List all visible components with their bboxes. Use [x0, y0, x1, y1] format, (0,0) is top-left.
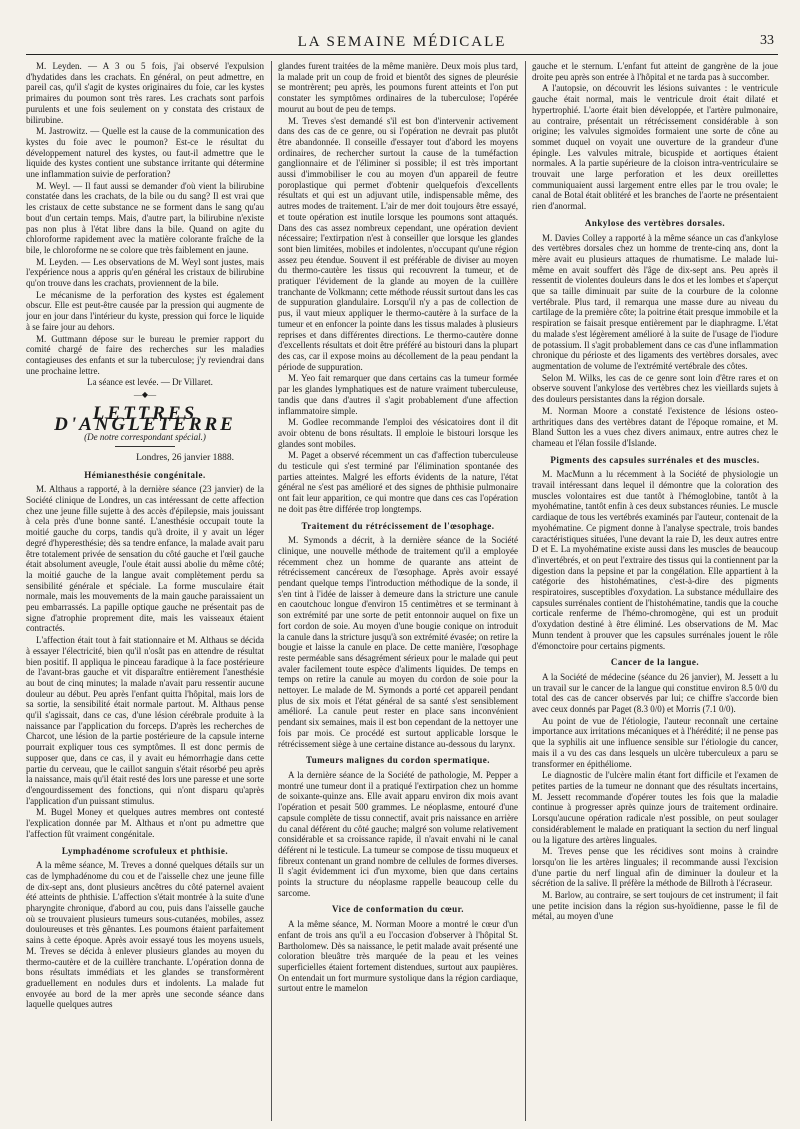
column-divider — [271, 61, 272, 1121]
page-number: 33 — [760, 33, 774, 48]
journal-title: LA SEMAINE MÉDICALE — [297, 34, 507, 50]
section-heading: Tumeurs malignes du cordon spermatique. — [306, 755, 490, 766]
section-subtitle: (De notre correspondant spécial.) — [84, 432, 206, 443]
section-heading: Vice de conformation du cœur. — [331, 904, 465, 915]
page-header — [26, 32, 778, 55]
paragraph: A la Société de médecine (séance du 26 janvier), M. Jessett a lu un travail sur le cancer de la langue qui constitue environ 8.5 0/0 du total des cas de cancer observés par lui; ce chiffre s'accorde bien avec ceux donnés par Paget (8.3 0/0) et Morris (7.1 0/0). — [532, 671, 778, 715]
text-columns — [26, 61, 778, 1121]
section-heading: Pigments des capsules surrénales et des muscles. — [550, 454, 760, 465]
paragraph: M. Paget a observé récemment un cas d'affection tuberculeuse du testicule qui s'est terminé par l'élimination spontanée des parties atteintes. Malgré les efforts évidents de la nature, l'état général ne s'est pas amélioré et des signes de phthisie pulmonaire ont fait leur apparition, ce qui montre que dans ces cas l'opération ne doit pas être différée trop longtemps. — [278, 450, 518, 514]
dateline: Londres, 26 janvier 1888. — [136, 452, 234, 463]
section-heading: Cancer de la langue. — [610, 657, 700, 668]
paragraph: Selon M. Wilks, les cas de ce genre sont loin d'être rares et on observe souvent l'ankylose des vertèbres chez les vieillards sujets à des douleurs persistantes dans la région dorsale. — [532, 372, 778, 405]
paragraph: M. MacMunn a lu récemment à la Société de physiologie un travail intéressant dans lequel il démontre que la coloration des muscles volontaires est due tantôt à l'hémoglobine, tantôt à la myohématine, tantôt enfin à ces deux substances réunies. Le muscle cardiaque de tous les vertébrés examinés par l'auteur, contenait de la myohématine. Ce pigment donne à l'analyse spectrale, trois bandes caractéristiques situées, l'une devant la raie D, les deux autres entre D et E. La myohématine existe aussi dans les muscles de beaucoup d'invertébrés, et on peut l'extraire des tissus qui la contiennent par la digestion dans la pepsine et par la congélation. Elle appartient à la catégorie des histohématines, c'est-à-dire des pigments respiratoires, susceptibles d'oxydation. La substance médullaire des capsules surrénales contient de l'histohématine, tandis que la couche corticale renferme de l'hémo-chromogène, qui est un produit d'oxydation destiné à être éliminé. Les observations de M. Mac Munn tendent à prouver que les capsules surrénales jouent le rôle d'émonctoire pour certains pigments. — [532, 469, 778, 651]
paragraph: Au point de vue de l'étiologie, l'auteur reconnaît une certaine importance aux irritations mécaniques et à l'hérédité; il ne pense pas que la syphilis ait une influence sensible sur l'étiologie du cancer, mais il a vu des cas dans lesquels un ulcère tuberculeux a paru se transformer en épithéliome. — [532, 715, 778, 769]
paragraph: M. Davies Colley a rapporté à la même séance un cas d'ankylose des vertèbres dorsales chez un homme de trente-cinq ans, dont la mère avait eu plusieurs attaques de rhumatisme. Le malade lui-même en avait souffert dès l'âge de dix-sept ans. Peu après il ressentit de violentes douleurs dans le dos et les lombes et s'aperçut que sa taille diminuait par suite de la courbure de la colonne vertébrale. Plus tard, il remarqua une masse dure au niveau du cartilage de la première côte; la poitrine était presque immobile et la respiration se faisait presque entièrement par le diaphragme. L'état du malade s'est légèrement amélioré à la suite de l'usage de l'iodure de potassium. Il s'agit probablement dans ce cas d'une inflammation chronique du périoste et des ligaments des vertèbres dorsales, avec augmentation de volume de l'extrémité vertébrale des côtes. — [532, 232, 778, 371]
paragraph: A la même séance, M. Norman Moore a montré le cœur d'un enfant de trois ans qu'il a eu l'occasion d'observer à l'hôpital St. Bartholomew. Dès sa naissance, le petit malade avait présenté une coloration bleuâtre très marquée de la peau et les veines superficielles étaient fortement distendues, surtout aux paupières. On entendait un fort murmure systolique dans la région cardiaque, surtout entre le mamelon — [278, 919, 518, 994]
paragraph: A l'autopsie, on découvrit les lésions suivantes : le ventricule gauche était normal, mais le ventricule droit était dilaté et hypertrophié. L'aorte était bien développée, et l'artère pulmonaire, au contraire, présentait un rétrécissement considérable à son origine; les valvules sigmoïdes formaient une sorte de cône au sommet duquel on voyait une ouverture de la grandeur d'une épingle. Les valvules mitrale, bicuspide et aortiques étaient normales. A la partie supérieure de la cloison intra-ventriculaire se trouvait une large perforation et les deux oreillettes communiquaient aussi largement entre elles par le trou ovale; le canal de Botal était oblitéré et les branches de l'aorte ne présentaient rien d'anormal. — [532, 83, 778, 212]
paragraph: Le diagnostic de l'ulcère malin étant fort difficile et l'examen de petites parties de la tumeur ne donnant que des résultats incertains, M. Jessett recommande d'opérer toutes les fois que la maladie continue à progresser après quinze jours de traitement ordinaire. Lorsqu'aucune opération radicale n'est possible, on peut soulager considérablement le malade en pratiquant la section du nerf lingual ou la ligature des artères linguales. — [532, 770, 778, 845]
paragraph: M. Barlow, au contraire, se sert toujours de cet instrument; il fait une petite incision dans la région sus-hyoïdienne, passe le fil de métal, au moyen d'une — [532, 890, 778, 922]
section-big-title: LETTRES D'ANGLETERRE — [54, 402, 236, 435]
paragraph: M. Jastrowitz. — Quelle est la cause de la communication des kystes du foie avec le poumon? Est-ce le résultat du développement naturel des kystes, ou faut-il admettre que le liquide des kystes contient une substance irritante qui détermine une inflammation suivie de perforation? — [26, 126, 264, 180]
paragraph: M. Symonds a décrit, à la dernière séance de la Société clinique, une nouvelle méthode de traitement qu'il a employée récemment chez un homme de quarante ans atteint de rétrécissement cancéreux de l'œsophage. Après avoir essayé pendant quelque temps l'introduction méthodique de la sonde, il s'en tint à l'idée de laisser à demeure dans la stricture une canule en caoutchouc longue d'environ 15 centimètres et se terminant à son extrémité par une sorte de petit entonnoir auquel on fixe un fort cordon de soie. Au moyen d'une bougie conique on introduit la canule dans la stricture jusqu'à son extrémité évasée; on retire la bougie et laisse la canule en place. De cette manière, l'œsophage reste perméable sans désagrément sérieux pour le malade qui peut avaler facilement toute espèce d'aliments liquides. De temps en temps on retire la canule au moyen du cordon de soie pour la nettoyer. Le malade de M. Symonds a porté cet appareil pendant plus de six mois et l'état général de sa santé s'est sensiblement amélioré. La canule peut rester en place sans inconvénient pendant six semaines, mais il est bon cependant de la nettoyer une fois par mois. Ce procédé est surtout applicable lorsque le rétrécissement siège à une certaine distance au-dessous du larynx. — [278, 535, 518, 749]
ornament-divider: —◆— — [133, 390, 157, 400]
column-divider — [525, 61, 526, 1121]
paragraph: A la dernière séance de la Société de pathologie, M. Pepper a montré une tumeur dont il a pratiqué l'extirpation chez un homme de soixante-quinze ans. Elle avait apparu environ dix mois avant l'opération et pesait 500 grammes. Le néoplasme, entouré d'une capsule complète de tissu connectif, avait pris naissance en arrière du canal déférent du côté gauche; malgré son volume relativement considérable et sa croissance rapide, il n'avait envahi ni le canal déférent ni le testicule. La tumeur se compose de tissu muqueux et fibreux contenant un grand nombre de cellules de formes diverses. Il s'agit évidemment ici d'un myxome, bien que dans certains points la structure du néoplasme rappelle beaucoup celle du sarcome. — [278, 770, 518, 898]
paragraph: Le mécanisme de la perforation des kystes est également obscur. Elle est peut-être causée par la pression qui augmente de jour en jour dans l'intérieur du kyste, pression qui force le liquide à se faire jour au dehors. — [26, 289, 264, 332]
paragraph: M. Leyden. — A 3 ou 5 fois, j'ai observé l'expulsion d'hydatides dans les crachats. En général, on peut admettre, en pareil cas, qu'il s'agit de kystes originaires du foie, car les kystes primaires du poumon sont très rares. Les crachats sont parfois purulents et une fois seulement on y constata des cristaux de bilirubine. — [26, 61, 264, 125]
section-heading: Lymphadénome scrofuleux et phthisie. — [61, 845, 229, 856]
section-heading: Ankylose des vertèbres dorsales. — [584, 217, 726, 228]
paragraph: M. Yeo fait remarquer que dans certains cas la tumeur formée par les glandes lymphatiques est de nature vraiment tuberculeuse, tandis que dans d'autres il s'agit probablement d'une affection inflammatoire simple. — [278, 373, 518, 416]
section-heading: Hémianesthésie congénitale. — [84, 469, 206, 480]
paragraph: M. Treves s'est demandé s'il est bon d'intervenir activement dans des cas de ce genre, ou si l'opération ne devrait pas plutôt être abandonnée. Il conseille d'essayer tout d'abord les moyens ordinaires, de rechercher surtout la cause de la tuméfaction ganglionnaire et de l'éliminer si possible; il est très important aussi d'immobiliser le cou au moyen d'un appareil de feutre poroplastique qui permet d'obtenir quelquefois d'excellents résultats et qui est un adjuvant utile, indispensable même, des autres modes de traitement. L'air de mer doit toujours être essayé, et toute opération est inutile lorsque les poumons sont attaqués. Dans des cas assez nombreux cependant, une opération devient nécessaire; l'extirpation n'est à conseiller que lorsque les glandes sont bien limitées, mobiles et indolentes, n'occupant qu'une région assez peu étendue. Souvent il est préférable de diviser au moyen du thermo-cautère les tissus qui recouvrent la tumeur, et de pratiquer l'évidement de la glande au moyen de la cuillère tranchante de Volkmann; cette méthode réussit surtout dans les cas de suppuration glandulaire. Lorsqu'il n'y a pas de collection de pus, il vaut mieux appliquer le thermo-cautère à la surface de la tumeur et en enfoncer la pointe dans les tissus malades à plusieurs reprises et dans différentes directions. Le thermo-cautère donne d'excellents résultats et doit être préféré au bistouri dans la plupart des cas, car il expose moins au décollement de la peau pendant la période de suppuration. — [278, 115, 518, 372]
short-rule — [115, 446, 175, 447]
paragraph: M. Bugel Money et quelques autres membres ont contesté l'explication donnée par M. Althaus et n'ont pu admettre que l'affection fût vraiment congénitale. — [26, 807, 264, 839]
paragraph: M. Leyden. — Les observations de M. Weyl sont justes, mais l'expérience nous a appris qu'en général les cristaux de bilirubine qu'on trouve dans les crachats, proviennent de la bile. — [26, 256, 264, 289]
session-closing: La séance est levée. — Dr Villaret. — [87, 377, 213, 388]
paragraph: M. Norman Moore a constaté l'existence de lésions osteo-arthritiques dans des vertèbres datant de l'époque romaine, et M. Bland Sutton les a vues chez divers animaux, entre autres chez le chameau et l'élan fossile d'Islande. — [532, 405, 778, 448]
paragraph: M. Weyl. — Il faut aussi se demander d'où vient la bilirubine constatée dans les crachats, de la bile ou du sang? Il est vrai que les cristaux de cette substance ne se forment dans le sang qu'au bout d'un certain temps. Mais, d'autre part, la bilirubine n'existe pas non plus à l'état libre dans la bile. Quand on agite du chloroforme rapidement avec la matière colorante fraîche de la bile, le chloroforme ne se colore que très faiblement en jaune. — [26, 180, 264, 255]
paragraph: A la même séance, M. Treves a donné quelques détails sur un cas de lymphadénome du cou et de l'aisselle chez une jeune fille de dix-sept ans, dont plusieurs ancêtres du côté paternel avaient été atteints de phthisie. L'affection s'était montrée à la suite d'une pharyngite chronique, d'abord au cou, puis dans l'aisselle gauche où se trouvaient plusieurs tumeurs sous-cutanées, mobiles, assez douloureuses et très gênantes. Les poumons étaient parfaitement sains à cette époque. Après avoir essayé tous les moyens usuels, M. Treves se décida à enlever plusieurs glandes au moyen du thermo-cautère et de la cuillère tranchante. L'opération donna de bons résultats immédiats et les glandes se transformèrent graduellement en nodules durs et indolents. La malade fut envoyée au bord de la mer après une seconde séance dans laquelle quelques autres — [26, 860, 264, 1010]
paragraph: gauche et le sternum. L'enfant fut atteint de gangrène de la joue droite peu après son entrée à l'hôpital et ne tarda pas à succomber. — [532, 61, 778, 82]
paragraph: M. Godlee recommande l'emploi des vésicatoires dont il dit avoir obtenu de bons résultats. Il emploie le bistouri lorsque les glandes sont mobiles. — [278, 417, 518, 449]
paragraph: L'affection était tout à fait stationnaire et M. Althaus se décida à essayer l'électricité, bien qu'il n'osât pas en attendre de résultat bien positif. Il appliqua le pinceau faradique à la face postérieure de l'avant-bras gauche et vit disparaître entièrement l'anesthésie au bout de cinq minutes; la malade n'avait paru ressentir aucune douleur au début. Peu après l'enfant quitta l'hôpital, mais lors de sa sortie, la sensibilité était normale partout. M. Althaus pense qu'il s'agissait, dans ce cas, d'une lésion cérébrale produite à la naissance par l'application du forceps. D'après les recherches de Charcot, une lésion de la partie postérieure de la capsule interne pourrait expliquer tous ces symptômes. Il est donc permis de supposer que, dans ce cas, il y avait eu hémorrhagie dans cette partie du cerveau, que le caillot sanguin s'était résorbé peu après la naissance, mais qu'il était resté des lors une paresse et une sorte d'engourdissement des fonctions, qui n'ont disparu qu'après l'application d'un puissant stimulus. — [26, 635, 264, 806]
column-1 — [26, 61, 264, 1121]
paragraph: M. Guttmann dépose sur le bureau le premier rapport du comité chargé de faire des recherches sur les maladies contagieuses des enfants et sur la tuberculose; j'y reviendrai dans une prochaine lettre. — [26, 333, 264, 376]
column-3 — [532, 61, 778, 1121]
section-heading: Traitement du rétrécissement de l'œsophage. — [301, 520, 495, 531]
column-2 — [278, 61, 518, 1121]
paragraph: glandes furent traitées de la même manière. Deux mois plus tard, la malade prit un coup de froid et bientôt des signes de pleurésie se montrèrent; peu après, les poumons furent atteints et l'on put constater les symptômes ordinaires de la tuberculose; l'opérée mourut au bout de peu de temps. — [278, 61, 518, 114]
paragraph: M. Althaus a rapporté, à la dernière séance (23 janvier) de la Société clinique de Londres, un cas intéressant de cette affection chez une jeune fille sujette à des accès d'épilepsie, mais jouissant à cela près d'une bonne santé. L'anesthésie occupait toute la moitié gauche du corps, tandis qu'à droite, il y avait un léger degré d'hyperesthésie; dès sa tendre enfance, la malade avait paru être totalement privée de sensation du côté gauche et l'œil gauche était absolument aveugle, l'oule était aussi abolie du même côté; la moitié gauche de la langue avait complètement perdu sa sensibilité générale et spéciale. La forme musculaire était normale, mais les mouvements de la main gauche paraissaient un peu embarrassés. La papille optique gauche ne présentait pas de signe d'atrophie proprement dite, mais les vaisseaux étaient contractés. — [26, 484, 264, 634]
paragraph: M. Treves pense que les récidives sont moins à craindre lorsqu'on lie les artères linguales; il recommande aussi l'excision d'une partie du nerf lingual afin de diminuer la douleur et la sécrétion de la salive. Il préfère la méthode de Billroth à l'écraseur. — [532, 846, 778, 889]
